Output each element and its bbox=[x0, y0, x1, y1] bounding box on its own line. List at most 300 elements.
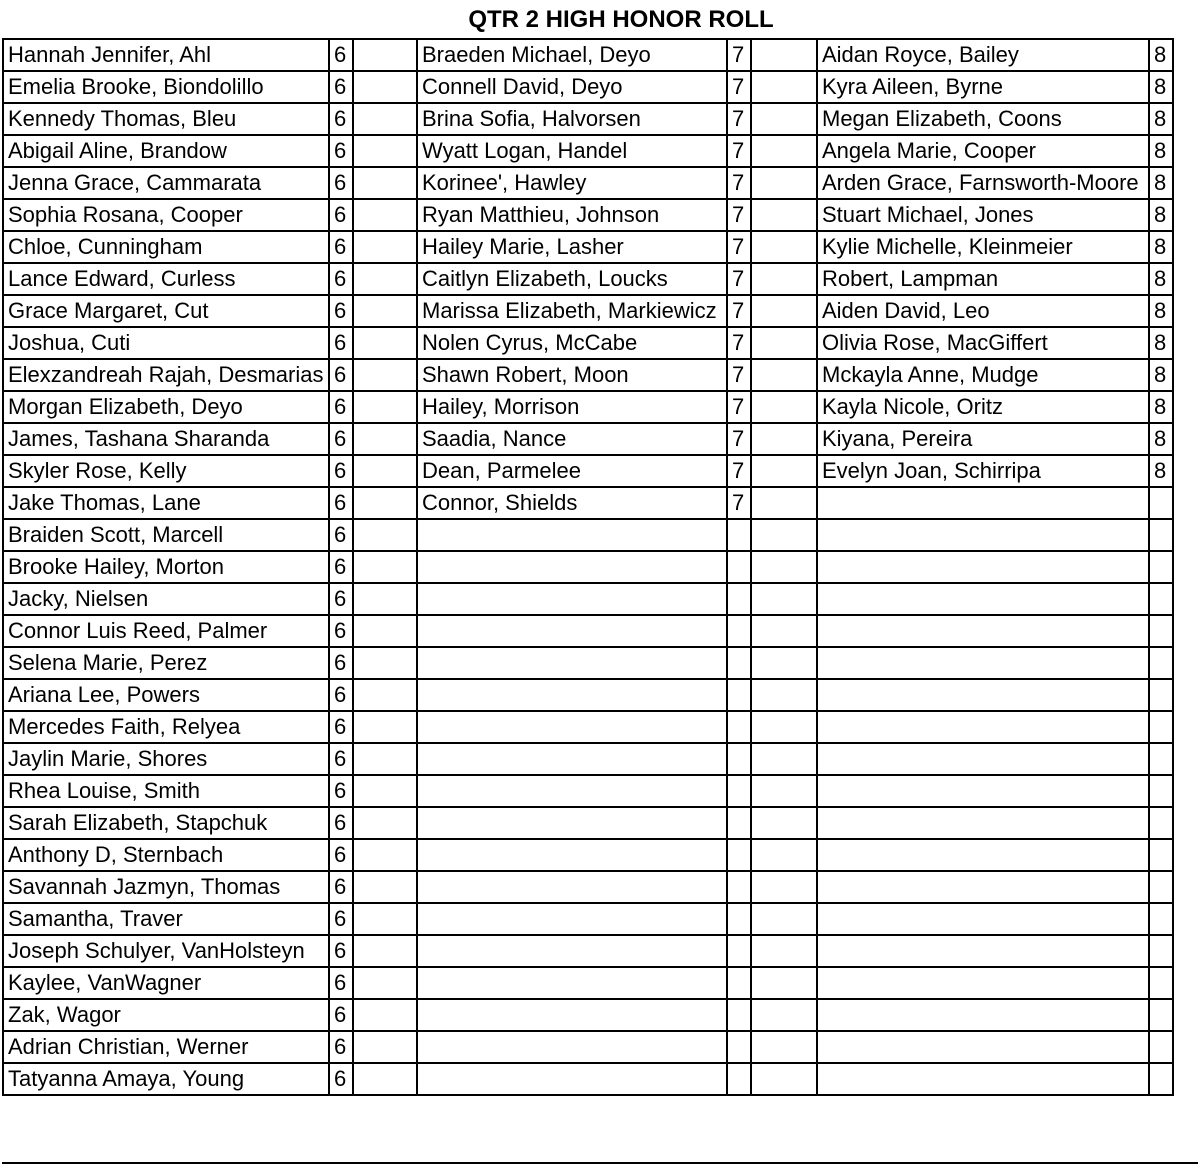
student-name-grade-6: Elexzandreah Rajah, Desmarias bbox=[3, 359, 329, 391]
student-name-grade-8 bbox=[817, 647, 1149, 679]
student-name-grade-7: Caitlyn Elizabeth, Loucks bbox=[417, 263, 727, 295]
student-name-grade-8 bbox=[817, 871, 1149, 903]
student-name-grade-6: Tatyanna Amaya, Young bbox=[3, 1063, 329, 1095]
spacer-cell bbox=[751, 231, 817, 263]
grade-8-cell bbox=[1149, 871, 1173, 903]
student-name-grade-6: Grace Margaret, Cut bbox=[3, 295, 329, 327]
table-row bbox=[3, 71, 1173, 103]
grade-8-cell bbox=[1149, 551, 1173, 583]
student-name-grade-7: Saadia, Nance bbox=[417, 423, 727, 455]
student-name-grade-8: Aidan Royce, Bailey bbox=[817, 39, 1149, 71]
student-name-grade-7 bbox=[417, 1063, 727, 1095]
table-row bbox=[3, 487, 1173, 519]
grade-8-cell bbox=[1149, 487, 1173, 519]
grade-8-cell bbox=[1149, 1063, 1173, 1095]
grade-7-cell bbox=[727, 583, 751, 615]
student-name-grade-8 bbox=[817, 1063, 1149, 1095]
grade-7-cell bbox=[727, 519, 751, 551]
grade-6-cell: 6 bbox=[329, 487, 353, 519]
student-name-grade-7 bbox=[417, 967, 727, 999]
student-name-grade-8 bbox=[817, 807, 1149, 839]
student-name-grade-6: Abigail Aline, Brandow bbox=[3, 135, 329, 167]
student-name-grade-8: Olivia Rose, MacGiffert bbox=[817, 327, 1149, 359]
grade-7-cell bbox=[727, 871, 751, 903]
spacer-cell bbox=[353, 455, 417, 487]
spacer-cell bbox=[751, 487, 817, 519]
student-name-grade-6: Mercedes Faith, Relyea bbox=[3, 711, 329, 743]
student-name-grade-8: Megan Elizabeth, Coons bbox=[817, 103, 1149, 135]
grade-8-cell: 8 bbox=[1149, 455, 1173, 487]
student-name-grade-8 bbox=[817, 487, 1149, 519]
spacer-cell bbox=[751, 423, 817, 455]
student-name-grade-6: Zak, Wagor bbox=[3, 999, 329, 1031]
grade-8-cell: 8 bbox=[1149, 199, 1173, 231]
table-row bbox=[3, 423, 1173, 455]
table-row bbox=[3, 1031, 1173, 1063]
spacer-cell bbox=[751, 967, 817, 999]
table-row bbox=[3, 775, 1173, 807]
student-name-grade-8: Mckayla Anne, Mudge bbox=[817, 359, 1149, 391]
student-name-grade-6: James, Tashana Sharanda bbox=[3, 423, 329, 455]
grade-7-cell bbox=[727, 679, 751, 711]
grade-8-cell bbox=[1149, 647, 1173, 679]
grade-7-cell bbox=[727, 967, 751, 999]
student-name-grade-8 bbox=[817, 935, 1149, 967]
spacer-cell bbox=[751, 679, 817, 711]
grade-7-cell bbox=[727, 935, 751, 967]
student-name-grade-7 bbox=[417, 551, 727, 583]
student-name-grade-8 bbox=[817, 711, 1149, 743]
spacer-cell bbox=[353, 167, 417, 199]
grade-6-cell: 6 bbox=[329, 647, 353, 679]
student-name-grade-7 bbox=[417, 1031, 727, 1063]
spacer-cell bbox=[353, 359, 417, 391]
spacer-cell bbox=[353, 871, 417, 903]
spacer-cell bbox=[353, 967, 417, 999]
spacer-cell bbox=[353, 391, 417, 423]
spacer-cell bbox=[353, 519, 417, 551]
grade-8-cell: 8 bbox=[1149, 135, 1173, 167]
grade-7-cell: 7 bbox=[727, 327, 751, 359]
student-name-grade-8 bbox=[817, 519, 1149, 551]
spacer-cell bbox=[751, 519, 817, 551]
student-name-grade-6: Jaylin Marie, Shores bbox=[3, 743, 329, 775]
grade-6-cell: 6 bbox=[329, 615, 353, 647]
grade-6-cell: 6 bbox=[329, 327, 353, 359]
spacer-cell bbox=[751, 199, 817, 231]
grade-7-cell bbox=[727, 999, 751, 1031]
grade-7-cell bbox=[727, 711, 751, 743]
grade-6-cell: 6 bbox=[329, 423, 353, 455]
student-name-grade-8 bbox=[817, 1031, 1149, 1063]
spacer-cell bbox=[353, 487, 417, 519]
spacer-cell bbox=[751, 1031, 817, 1063]
spacer-cell bbox=[353, 743, 417, 775]
table-row bbox=[3, 935, 1173, 967]
grade-8-cell bbox=[1149, 519, 1173, 551]
spacer-cell bbox=[751, 615, 817, 647]
spacer-cell bbox=[751, 903, 817, 935]
spacer-cell bbox=[353, 999, 417, 1031]
spacer-cell bbox=[353, 551, 417, 583]
spacer-cell bbox=[751, 295, 817, 327]
student-name-grade-7: Connell David, Deyo bbox=[417, 71, 727, 103]
grade-7-cell: 7 bbox=[727, 487, 751, 519]
grade-7-cell bbox=[727, 807, 751, 839]
student-name-grade-6: Kennedy Thomas, Bleu bbox=[3, 103, 329, 135]
student-name-grade-8: Kyra Aileen, Byrne bbox=[817, 71, 1149, 103]
spacer-cell bbox=[751, 39, 817, 71]
student-name-grade-8 bbox=[817, 743, 1149, 775]
student-name-grade-7: Wyatt Logan, Handel bbox=[417, 135, 727, 167]
spacer-cell bbox=[751, 807, 817, 839]
grade-7-cell bbox=[727, 775, 751, 807]
student-name-grade-7 bbox=[417, 871, 727, 903]
student-name-grade-8 bbox=[817, 679, 1149, 711]
student-name-grade-8 bbox=[817, 903, 1149, 935]
spacer-cell bbox=[353, 1063, 417, 1095]
spacer-cell bbox=[353, 583, 417, 615]
grade-8-cell bbox=[1149, 711, 1173, 743]
student-name-grade-7 bbox=[417, 839, 727, 871]
spacer-cell bbox=[751, 935, 817, 967]
student-name-grade-7 bbox=[417, 935, 727, 967]
student-name-grade-6: Sarah Elizabeth, Stapchuk bbox=[3, 807, 329, 839]
student-name-grade-7 bbox=[417, 679, 727, 711]
student-name-grade-8 bbox=[817, 839, 1149, 871]
grade-7-cell: 7 bbox=[727, 199, 751, 231]
spacer-cell bbox=[751, 71, 817, 103]
grade-7-cell: 7 bbox=[727, 391, 751, 423]
table-row bbox=[3, 455, 1173, 487]
spacer-cell bbox=[751, 327, 817, 359]
spacer-cell bbox=[751, 263, 817, 295]
grade-7-cell: 7 bbox=[727, 135, 751, 167]
student-name-grade-7 bbox=[417, 999, 727, 1031]
student-name-grade-7: Dean, Parmelee bbox=[417, 455, 727, 487]
spacer-cell bbox=[353, 775, 417, 807]
grade-6-cell: 6 bbox=[329, 711, 353, 743]
student-name-grade-8 bbox=[817, 583, 1149, 615]
grade-6-cell: 6 bbox=[329, 1063, 353, 1095]
grade-8-cell bbox=[1149, 1031, 1173, 1063]
student-name-grade-8: Kayla Nicole, Oritz bbox=[817, 391, 1149, 423]
grade-6-cell: 6 bbox=[329, 775, 353, 807]
student-name-grade-7: Braeden Michael, Deyo bbox=[417, 39, 727, 71]
grade-7-cell: 7 bbox=[727, 71, 751, 103]
grade-8-cell bbox=[1149, 903, 1173, 935]
spacer-cell bbox=[353, 839, 417, 871]
grade-6-cell: 6 bbox=[329, 967, 353, 999]
spacer-cell bbox=[751, 647, 817, 679]
page-title: QTR 2 HIGH HONOR ROLL bbox=[468, 6, 774, 33]
table-row bbox=[3, 743, 1173, 775]
table-row bbox=[3, 359, 1173, 391]
spacer-cell bbox=[353, 935, 417, 967]
table-row bbox=[3, 39, 1173, 71]
student-name-grade-8: Kylie Michelle, Kleinmeier bbox=[817, 231, 1149, 263]
grade-6-cell: 6 bbox=[329, 359, 353, 391]
student-name-grade-6: Connor Luis Reed, Palmer bbox=[3, 615, 329, 647]
spacer-cell bbox=[353, 295, 417, 327]
grade-8-cell: 8 bbox=[1149, 295, 1173, 327]
grade-6-cell: 6 bbox=[329, 583, 353, 615]
student-name-grade-7: Korinee', Hawley bbox=[417, 167, 727, 199]
spacer-cell bbox=[751, 551, 817, 583]
student-name-grade-7: Hailey, Morrison bbox=[417, 391, 727, 423]
student-name-grade-6: Jacky, Nielsen bbox=[3, 583, 329, 615]
grade-6-cell: 6 bbox=[329, 935, 353, 967]
student-name-grade-6: Kaylee, VanWagner bbox=[3, 967, 329, 999]
table-row bbox=[3, 167, 1173, 199]
grade-8-cell bbox=[1149, 775, 1173, 807]
grade-7-cell: 7 bbox=[727, 231, 751, 263]
student-name-grade-7 bbox=[417, 615, 727, 647]
spacer-cell bbox=[353, 71, 417, 103]
grade-6-cell: 6 bbox=[329, 999, 353, 1031]
table-row bbox=[3, 999, 1173, 1031]
grade-8-cell: 8 bbox=[1149, 263, 1173, 295]
table-row bbox=[3, 615, 1173, 647]
grade-8-cell: 8 bbox=[1149, 231, 1173, 263]
grade-7-cell bbox=[727, 615, 751, 647]
grade-8-cell bbox=[1149, 935, 1173, 967]
table-row bbox=[3, 135, 1173, 167]
student-name-grade-7: Brina Sofia, Halvorsen bbox=[417, 103, 727, 135]
student-name-grade-6: Lance Edward, Curless bbox=[3, 263, 329, 295]
table-row bbox=[3, 103, 1173, 135]
spacer-cell bbox=[353, 807, 417, 839]
student-name-grade-6: Morgan Elizabeth, Deyo bbox=[3, 391, 329, 423]
student-name-grade-8: Aiden David, Leo bbox=[817, 295, 1149, 327]
student-name-grade-7 bbox=[417, 711, 727, 743]
student-name-grade-7 bbox=[417, 903, 727, 935]
table-row bbox=[3, 327, 1173, 359]
student-name-grade-6: Samantha, Traver bbox=[3, 903, 329, 935]
student-name-grade-7: Hailey Marie, Lasher bbox=[417, 231, 727, 263]
student-name-grade-7 bbox=[417, 775, 727, 807]
grade-6-cell: 6 bbox=[329, 199, 353, 231]
grade-7-cell bbox=[727, 903, 751, 935]
spacer-cell bbox=[353, 327, 417, 359]
table-row bbox=[3, 583, 1173, 615]
grade-6-cell: 6 bbox=[329, 1031, 353, 1063]
grade-7-cell bbox=[727, 1031, 751, 1063]
student-name-grade-8: Kiyana, Pereira bbox=[817, 423, 1149, 455]
table-row bbox=[3, 263, 1173, 295]
spacer-cell bbox=[353, 711, 417, 743]
grade-7-cell: 7 bbox=[727, 103, 751, 135]
grade-8-cell: 8 bbox=[1149, 71, 1173, 103]
grade-6-cell: 6 bbox=[329, 103, 353, 135]
student-name-grade-6: Savannah Jazmyn, Thomas bbox=[3, 871, 329, 903]
grade-6-cell: 6 bbox=[329, 391, 353, 423]
grade-7-cell: 7 bbox=[727, 359, 751, 391]
spacer-cell bbox=[751, 583, 817, 615]
grade-8-cell: 8 bbox=[1149, 39, 1173, 71]
spacer-cell bbox=[353, 647, 417, 679]
honor-roll-table-container bbox=[2, 38, 1174, 1096]
grade-7-cell bbox=[727, 647, 751, 679]
grade-8-cell: 8 bbox=[1149, 103, 1173, 135]
student-name-grade-7: Nolen Cyrus, McCabe bbox=[417, 327, 727, 359]
spacer-cell bbox=[751, 711, 817, 743]
grade-6-cell: 6 bbox=[329, 71, 353, 103]
student-name-grade-6: Emelia Brooke, Biondolillo bbox=[3, 71, 329, 103]
grade-8-cell bbox=[1149, 743, 1173, 775]
grade-8-cell bbox=[1149, 615, 1173, 647]
grade-6-cell: 6 bbox=[329, 295, 353, 327]
table-row bbox=[3, 199, 1173, 231]
student-name-grade-8: Stuart Michael, Jones bbox=[817, 199, 1149, 231]
spacer-cell bbox=[751, 1063, 817, 1095]
grade-7-cell: 7 bbox=[727, 295, 751, 327]
grade-6-cell: 6 bbox=[329, 231, 353, 263]
student-name-grade-7: Shawn Robert, Moon bbox=[417, 359, 727, 391]
student-name-grade-8 bbox=[817, 967, 1149, 999]
grade-7-cell: 7 bbox=[727, 423, 751, 455]
spacer-cell bbox=[751, 103, 817, 135]
spacer-cell bbox=[353, 423, 417, 455]
student-name-grade-6: Ariana Lee, Powers bbox=[3, 679, 329, 711]
student-name-grade-6: Selena Marie, Perez bbox=[3, 647, 329, 679]
honor-roll-body bbox=[3, 39, 1173, 1095]
student-name-grade-8 bbox=[817, 775, 1149, 807]
spacer-cell bbox=[751, 871, 817, 903]
student-name-grade-6: Braiden Scott, Marcell bbox=[3, 519, 329, 551]
grade-8-cell bbox=[1149, 679, 1173, 711]
grade-6-cell: 6 bbox=[329, 135, 353, 167]
grade-6-cell: 6 bbox=[329, 871, 353, 903]
student-name-grade-7 bbox=[417, 583, 727, 615]
spacer-cell bbox=[353, 39, 417, 71]
student-name-grade-8: Robert, Lampman bbox=[817, 263, 1149, 295]
grade-8-cell: 8 bbox=[1149, 391, 1173, 423]
table-row bbox=[3, 231, 1173, 263]
spacer-cell bbox=[751, 839, 817, 871]
grade-8-cell bbox=[1149, 807, 1173, 839]
table-row bbox=[3, 967, 1173, 999]
grade-7-cell bbox=[727, 551, 751, 583]
spacer-cell bbox=[751, 999, 817, 1031]
table-row bbox=[3, 551, 1173, 583]
spacer-cell bbox=[751, 775, 817, 807]
student-name-grade-6: Anthony D, Sternbach bbox=[3, 839, 329, 871]
grade-6-cell: 6 bbox=[329, 455, 353, 487]
grade-7-cell: 7 bbox=[727, 167, 751, 199]
student-name-grade-6: Chloe, Cunningham bbox=[3, 231, 329, 263]
student-name-grade-6: Joseph Schulyer, VanHolsteyn bbox=[3, 935, 329, 967]
grade-8-cell: 8 bbox=[1149, 423, 1173, 455]
spacer-cell bbox=[353, 135, 417, 167]
table-row bbox=[3, 807, 1173, 839]
grade-6-cell: 6 bbox=[329, 263, 353, 295]
spacer-cell bbox=[353, 903, 417, 935]
grade-8-cell bbox=[1149, 839, 1173, 871]
grade-6-cell: 6 bbox=[329, 519, 353, 551]
table-row bbox=[3, 519, 1173, 551]
grade-8-cell bbox=[1149, 583, 1173, 615]
table-row bbox=[3, 903, 1173, 935]
grade-7-cell bbox=[727, 743, 751, 775]
grade-6-cell: 6 bbox=[329, 679, 353, 711]
grade-6-cell: 6 bbox=[329, 807, 353, 839]
student-name-grade-7: Ryan Matthieu, Johnson bbox=[417, 199, 727, 231]
spacer-cell bbox=[751, 391, 817, 423]
spacer-cell bbox=[353, 679, 417, 711]
table-bottom-border bbox=[2, 1162, 1198, 1164]
grade-8-cell: 8 bbox=[1149, 327, 1173, 359]
student-name-grade-6: Brooke Hailey, Morton bbox=[3, 551, 329, 583]
table-row bbox=[3, 1063, 1173, 1095]
grade-7-cell: 7 bbox=[727, 263, 751, 295]
student-name-grade-7 bbox=[417, 743, 727, 775]
student-name-grade-7 bbox=[417, 647, 727, 679]
grade-6-cell: 6 bbox=[329, 167, 353, 199]
student-name-grade-8: Evelyn Joan, Schirripa bbox=[817, 455, 1149, 487]
student-name-grade-7: Marissa Elizabeth, Markiewicz bbox=[417, 295, 727, 327]
spacer-cell bbox=[751, 359, 817, 391]
student-name-grade-8: Arden Grace, Farnsworth-Moore bbox=[817, 167, 1149, 199]
grade-8-cell bbox=[1149, 999, 1173, 1031]
table-row bbox=[3, 391, 1173, 423]
student-name-grade-7: Connor, Shields bbox=[417, 487, 727, 519]
grade-7-cell bbox=[727, 839, 751, 871]
grade-8-cell: 8 bbox=[1149, 359, 1173, 391]
student-name-grade-6: Rhea Louise, Smith bbox=[3, 775, 329, 807]
student-name-grade-8: Angela Marie, Cooper bbox=[817, 135, 1149, 167]
student-name-grade-6: Jake Thomas, Lane bbox=[3, 487, 329, 519]
spacer-cell bbox=[353, 615, 417, 647]
table-row bbox=[3, 647, 1173, 679]
student-name-grade-6: Hannah Jennifer, Ahl bbox=[3, 39, 329, 71]
student-name-grade-7 bbox=[417, 519, 727, 551]
spacer-cell bbox=[751, 135, 817, 167]
table-row bbox=[3, 871, 1173, 903]
spacer-cell bbox=[353, 103, 417, 135]
spacer-cell bbox=[751, 743, 817, 775]
student-name-grade-6: Adrian Christian, Werner bbox=[3, 1031, 329, 1063]
student-name-grade-6: Skyler Rose, Kelly bbox=[3, 455, 329, 487]
student-name-grade-6: Joshua, Cuti bbox=[3, 327, 329, 359]
spacer-cell bbox=[751, 167, 817, 199]
student-name-grade-6: Jenna Grace, Cammarata bbox=[3, 167, 329, 199]
grade-6-cell: 6 bbox=[329, 903, 353, 935]
grade-8-cell bbox=[1149, 967, 1173, 999]
grade-7-cell: 7 bbox=[727, 39, 751, 71]
spacer-cell bbox=[353, 263, 417, 295]
grade-7-cell: 7 bbox=[727, 455, 751, 487]
spacer-cell bbox=[353, 231, 417, 263]
grade-6-cell: 6 bbox=[329, 743, 353, 775]
table-row bbox=[3, 839, 1173, 871]
grade-8-cell: 8 bbox=[1149, 167, 1173, 199]
spacer-cell bbox=[751, 455, 817, 487]
grade-7-cell bbox=[727, 1063, 751, 1095]
spacer-cell bbox=[353, 1031, 417, 1063]
table-row bbox=[3, 679, 1173, 711]
student-name-grade-7 bbox=[417, 807, 727, 839]
student-name-grade-8 bbox=[817, 615, 1149, 647]
grade-6-cell: 6 bbox=[329, 839, 353, 871]
grade-6-cell: 6 bbox=[329, 551, 353, 583]
student-name-grade-8 bbox=[817, 999, 1149, 1031]
table-row bbox=[3, 711, 1173, 743]
table-row bbox=[3, 295, 1173, 327]
spacer-cell bbox=[353, 199, 417, 231]
student-name-grade-8 bbox=[817, 551, 1149, 583]
honor-roll-table bbox=[2, 38, 1174, 1096]
